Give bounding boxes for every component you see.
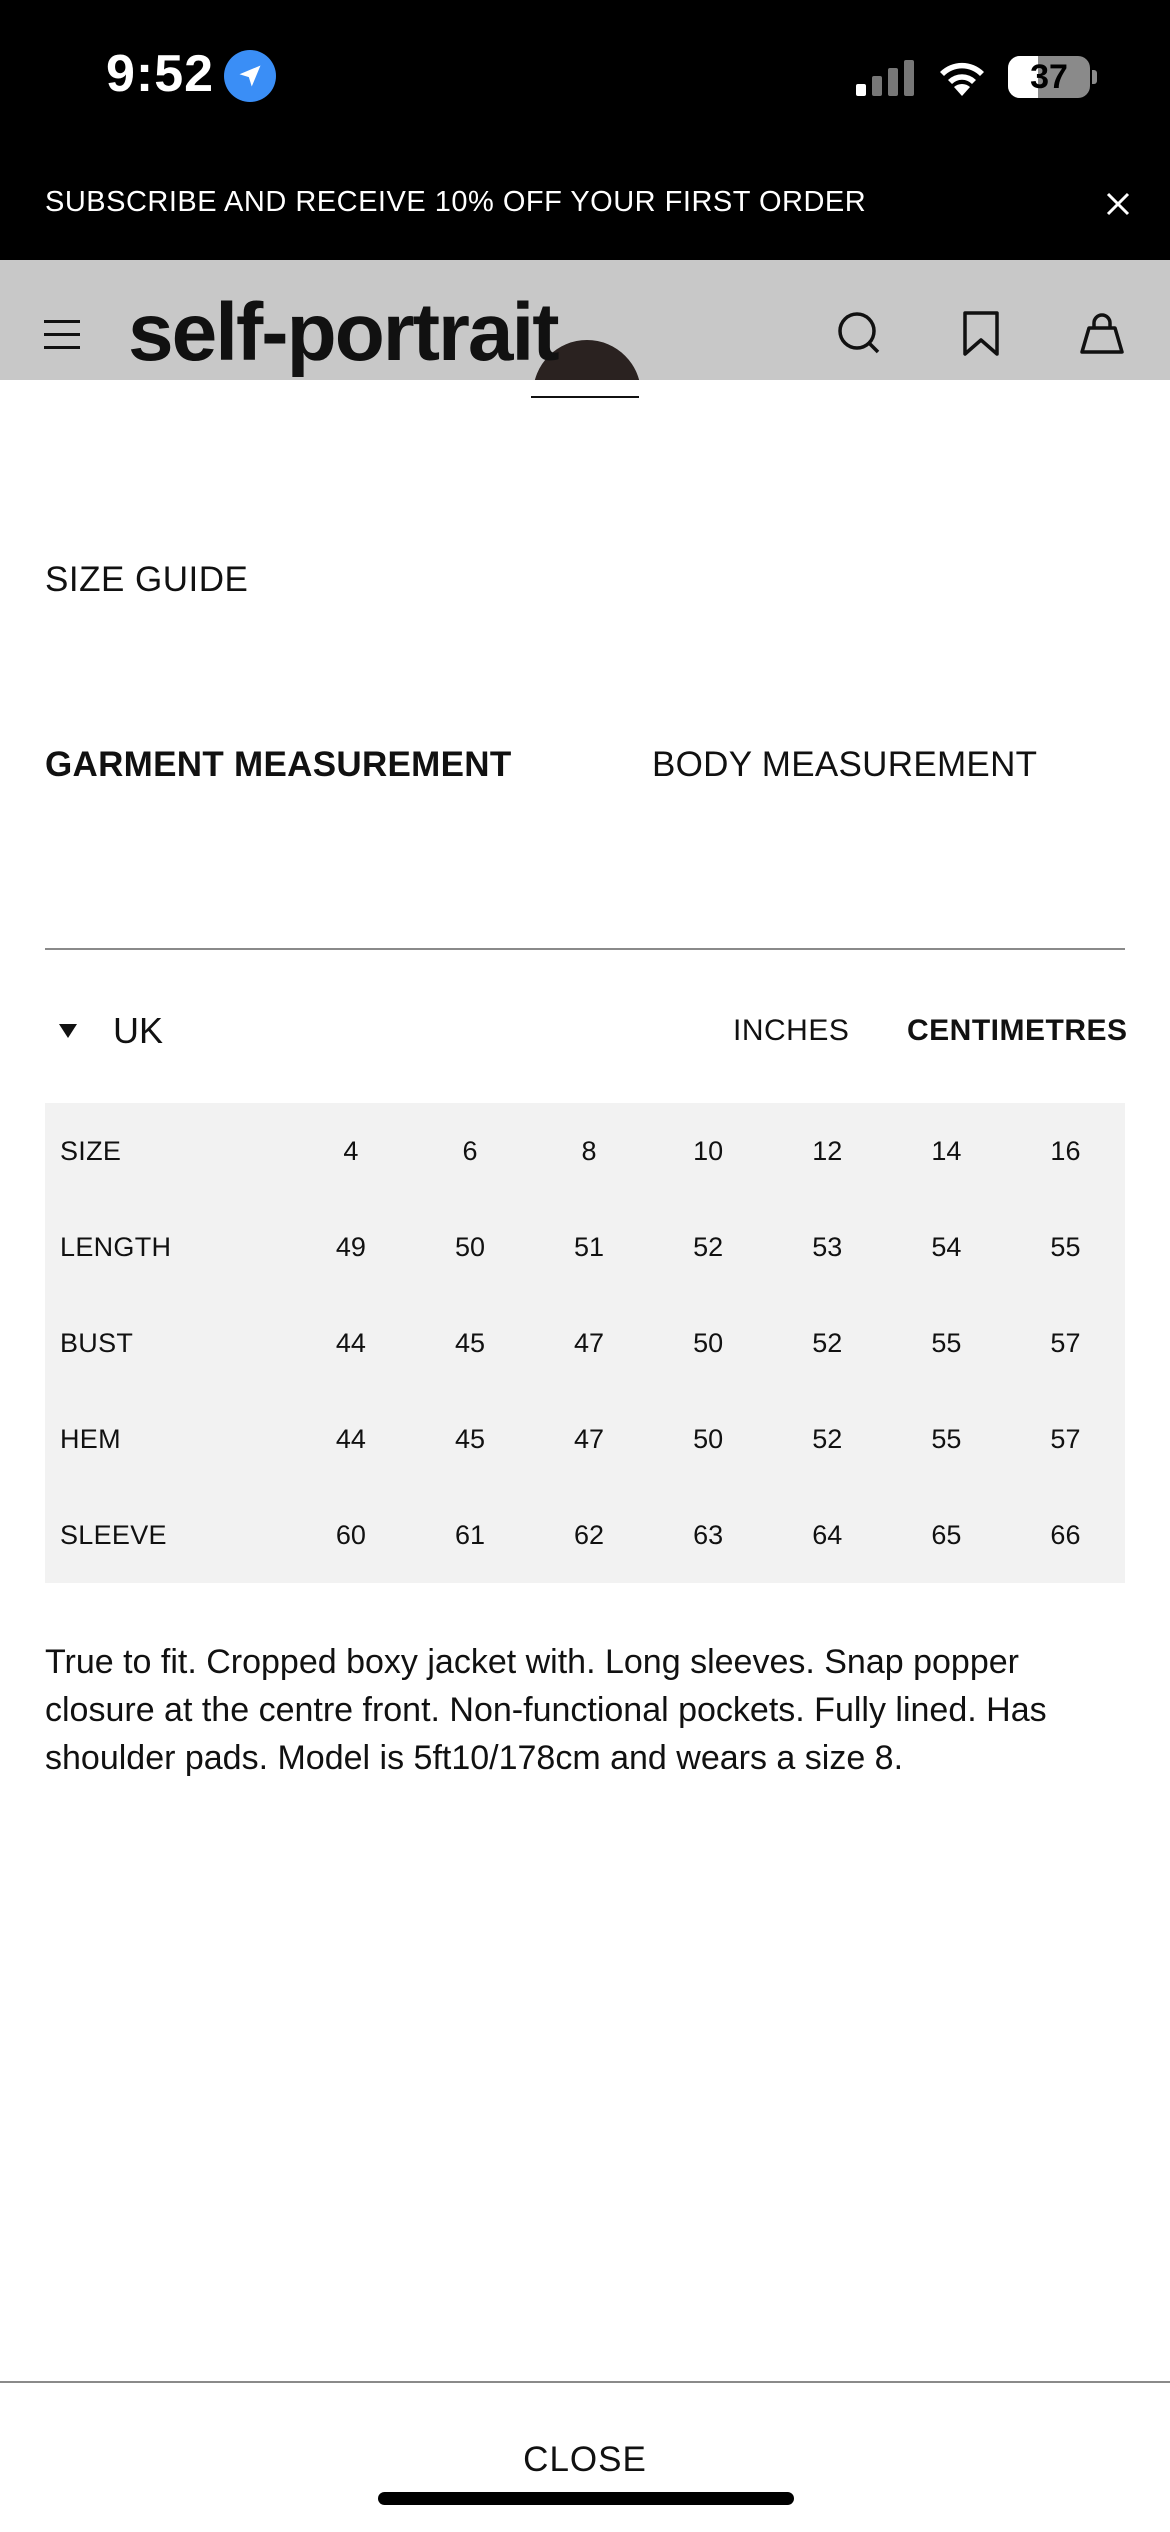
table-cell: 61 [454,1519,485,1550]
table-cell: 16 [1050,1135,1081,1166]
table-cell: 8 [581,1135,597,1166]
region-dropdown[interactable] [45,1010,245,1060]
row-label: SIZE [60,1135,122,1166]
tab-body-measurement[interactable]: BODY MEASUREMENT [652,745,1038,784]
row-label: SLEEVE [60,1519,167,1550]
table-cell: 44 [335,1423,366,1454]
site-header [0,260,1170,380]
tab-garment-measurement[interactable]: GARMENT MEASUREMENT [45,745,512,784]
bookmark-icon[interactable] [960,310,1002,358]
table-cell: 51 [574,1231,605,1262]
footer-divider [0,2381,1170,2383]
table-cell: 14 [931,1135,962,1166]
table-cell: 49 [335,1231,366,1262]
search-icon[interactable] [836,310,884,358]
status-time: 9:52 [106,45,215,103]
table-cell: 10 [693,1135,724,1166]
wifi-icon [934,56,990,98]
table-row [45,1199,1125,1295]
brand-logo[interactable]: self-portrait [128,287,558,378]
size-table [45,1103,1125,1583]
table-cell: 55 [931,1327,962,1358]
table-row [45,1103,1125,1199]
table-cell: 53 [812,1231,843,1262]
table-cell: 47 [574,1327,605,1358]
table-cell: 12 [812,1135,843,1166]
row-label: BUST [60,1327,134,1358]
table-cell: 45 [454,1423,485,1454]
location-arrow-icon [224,50,276,102]
table-cell: 57 [1050,1423,1081,1454]
table-cell: 50 [693,1327,724,1358]
table-row [45,1391,1125,1487]
image-indicator-underline [531,396,639,398]
size-guide-title: SIZE GUIDE [45,560,249,599]
section-divider [45,948,1125,950]
table-cell: 52 [693,1231,724,1262]
table-cell: 55 [1050,1231,1081,1262]
promo-banner [0,150,1170,260]
table-row [45,1487,1125,1583]
battery-tip [1092,70,1097,84]
table-cell: 54 [931,1231,962,1262]
table-cell: 55 [931,1423,962,1454]
status-bar [0,0,1170,150]
battery-icon [1008,56,1090,98]
promo-text: SUBSCRIBE AND RECEIVE 10% OFF YOUR FIRST ORDER [45,186,867,218]
bag-icon[interactable] [1078,310,1126,358]
row-label: LENGTH [60,1231,172,1262]
table-row [45,1295,1125,1391]
table-cell: 66 [1050,1519,1081,1550]
home-indicator[interactable] [378,2492,794,2505]
battery-percent: 37 [1030,58,1068,96]
unit-centimetres-toggle[interactable]: CENTIMETRES [907,1014,1128,1047]
menu-icon[interactable] [44,320,84,352]
table-cell: 57 [1050,1327,1081,1358]
table-cell: 65 [931,1519,962,1550]
close-promo-icon[interactable] [1098,184,1138,224]
caret-down-icon [59,1024,77,1038]
close-button[interactable]: CLOSE [435,2432,735,2488]
table-cell: 52 [812,1327,843,1358]
cellular-signal-icon [856,58,916,96]
table-cell: 44 [335,1327,366,1358]
table-cell: 64 [812,1519,843,1550]
unit-inches-toggle[interactable]: INCHES [733,1014,850,1047]
table-cell: 4 [343,1135,359,1166]
row-label: HEM [60,1423,121,1454]
region-label: UK [113,1010,164,1051]
table-cell: 50 [454,1231,485,1262]
table-cell: 47 [574,1423,605,1454]
product-fit-description: True to fit. Cropped boxy jacket with. Long sleeves. Snap popper closure at the centre front. Non-functional pockets. Fully lined. Has shoulder pads. Model is 5ft10/178cm and wears a size 8. [45,1643,1047,1777]
table-cell: 60 [335,1519,366,1550]
table-cell: 45 [454,1327,485,1358]
table-cell: 63 [693,1519,724,1550]
table-cell: 52 [812,1423,843,1454]
table-cell: 50 [693,1423,724,1454]
table-cell: 6 [462,1135,478,1166]
table-cell: 62 [574,1519,605,1550]
